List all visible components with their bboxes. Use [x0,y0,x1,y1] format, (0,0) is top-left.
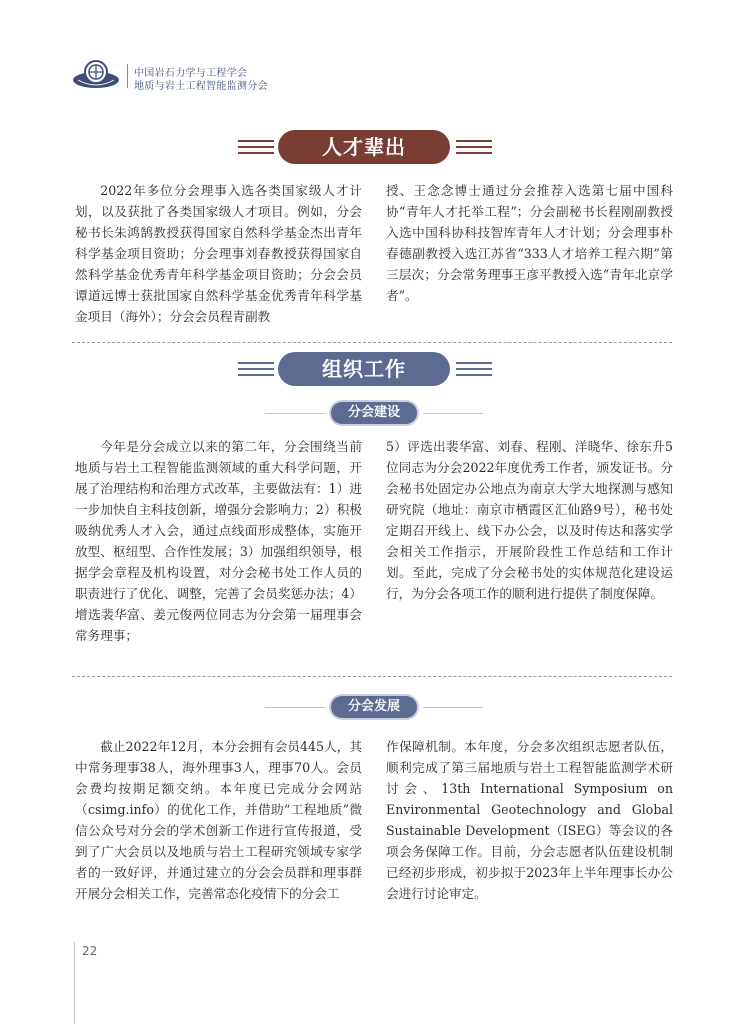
development-text-right: 作保障机制。本年度，分会多次组织志愿者队伍，顺利完成了第三届地质与岩土工程智能监测学术研讨会、13th International Symposium on Environmental Geotechnology and Global Sustainable Development（ISEG）等会议的各项会务保障工作。目前，分会志愿者队伍建设机制已经初步形成，初步拟于2023年上半年理事长办公会进行讨论审定。 [386,739,673,901]
building-text-left: 今年是分会成立以来的第二年，分会围绕当前地质与岩土工程智能监测领域的重大科学问题，开展了治理结构和治理方式改革，主要做法有：1）进一步加快自主科技创新，增强分会影响力；2）积极吸纳优秀人才入会，通过点线面形成整体，实施开放型、枢纽型、合作性发展；3）加强组织领导，根据学会章程及机构设置，对分会秘书处工作人员的职责进行了优化、调整，完善了会员奖惩办法；4）增选裴华富、姜元俊两位同志为分会第一届理事会常务理事； [75,439,362,643]
branch-name: 地质与岩土工程智能监测分会 [134,81,268,92]
subtitle-line-right [423,413,483,414]
subtitle-line-right [423,707,483,708]
page-number: 22 [82,944,98,958]
subsection-title-building: 分会建设 [331,402,417,424]
subtitle-line-left [265,413,325,414]
section-title-organization: 组织工作 [278,352,450,386]
building-text-right: 5）评选出裴华富、刘春、程刚、洋晓华、徐东升5位同志为分会2022年度优秀工作者，颁发证书。分会秘书处固定办公地点为南京大学大地探测与感知研究院（地址：南京市栖霞区汇仙路9号），秘书处定期召开线上、线下办公会，以及时传达和落实学会相关工作指示，开展阶段性工作总结和工作计划。至此，完成了分会秘书处的实体规范化建设运行，为分会各项工作的顺利进行提供了制度保障。 [386,439,673,601]
society-name: 中国岩石力学与工程学会 [134,68,248,79]
title-decoration-right [456,362,492,376]
talents-text-left: 2022年多位分会理事入选各类国家级人才计划，以及获批了各类国家级人才项目。例如，分会秘书长朱鸿鹄教授获得国家自然科学基金杰出青年科学基金项目资助；分会理事刘春教授获得国家自然科学基金优秀青年科学基金项目资助；分会会员谭道远博士获批国家自然科学基金优秀青年科学基金项目（海外）；分会会员程青副教 [75,183,362,324]
title-decoration-right [456,140,492,154]
subsection-title-development: 分会发展 [331,696,417,718]
page-margin-line [74,942,75,1024]
header-divider [127,64,128,88]
section-divider [72,676,672,677]
section-divider [72,342,672,343]
society-logo [72,58,120,90]
title-decoration-left [238,140,274,154]
talents-text-right: 授、王念念博士通过分会推荐入选第七届中国科协“青年人才托举工程”；分会副秘书长程刚副教授入选中国科协科技智库青年人才计划；分会理事朴春德副教授入选江苏省“333人才培养工程六期”第三层次；分会常务理事王彦平教授入选“青年北京学者”。 [386,183,673,303]
section-title-talents: 人才辈出 [278,130,450,164]
development-text-left: 截止2022年12月，本分会拥有会员445人，其中常务理事38人，海外理事3人，理事70人。会员会费均按期足额交纳。本年度已完成分会网站（csimg.info）的优化工作，并借助“工程地质”微信公众号对分会的学术创新工作进行宣传报道，受到了广大会员以及地质与岩土工程研究领域专家学者的一致好评，并通过建立的分会会员群和理事群开展分会相关工作，完善常态化疫情下的分会工 [75,739,362,901]
subtitle-line-left [265,707,325,708]
title-decoration-left [238,362,274,376]
